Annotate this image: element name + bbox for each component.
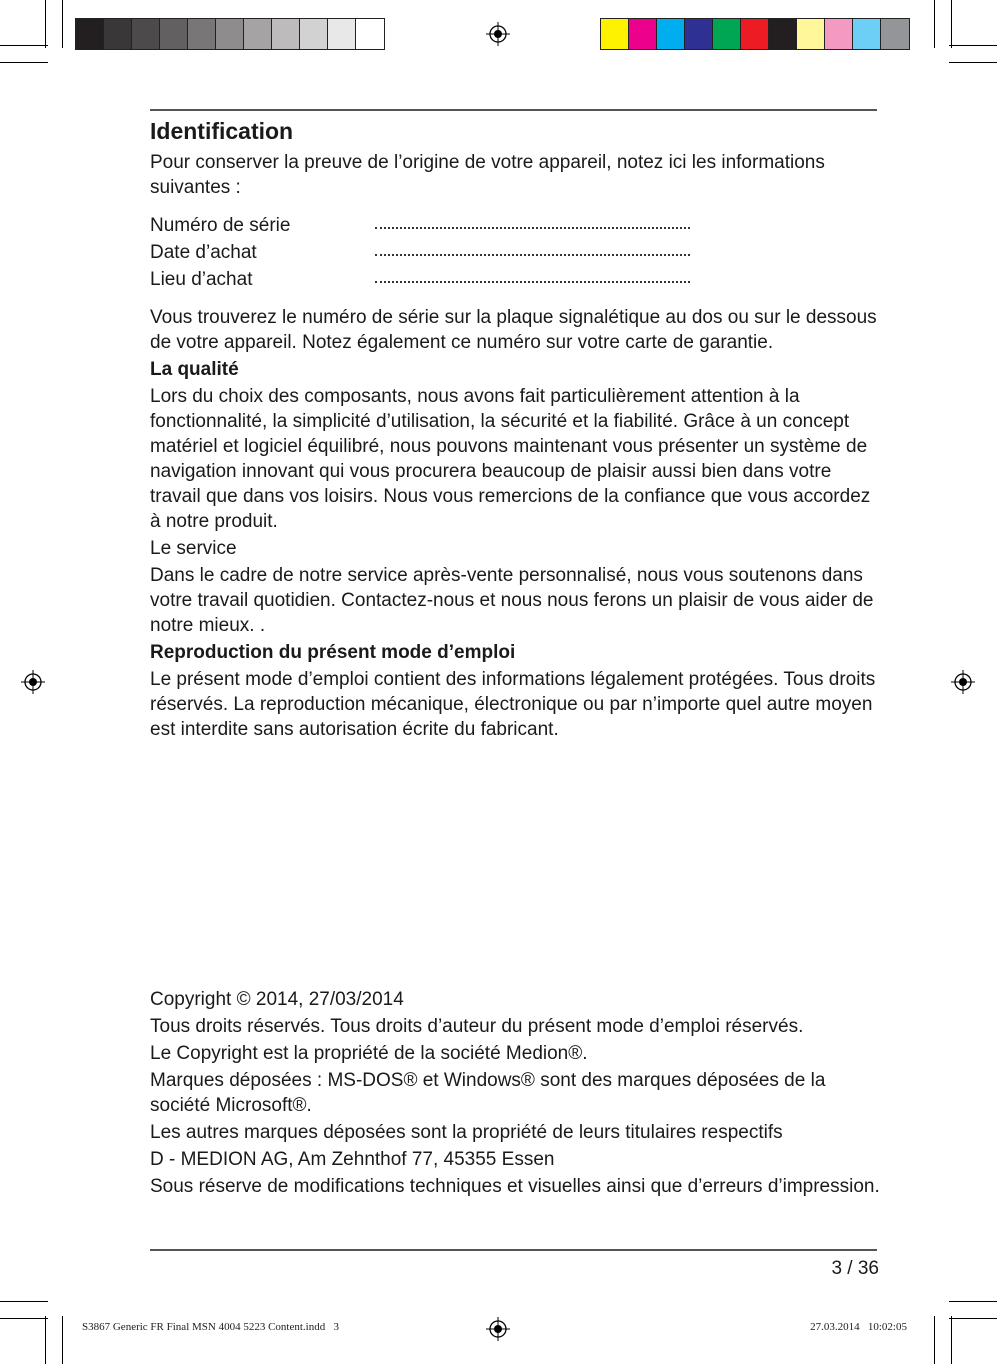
process-swatch (797, 19, 825, 49)
registration-mark-icon (486, 1317, 510, 1341)
process-swatch (825, 19, 853, 49)
process-swatch (657, 19, 685, 49)
form-row-serial (150, 212, 880, 239)
crop-mark (934, 0, 935, 48)
gray-swatch (216, 19, 244, 49)
page-number: 3 / 36 (831, 1258, 879, 1279)
gray-swatch (188, 19, 216, 49)
process-swatch (629, 19, 657, 49)
process-swatch (713, 19, 741, 49)
crop-mark (949, 62, 997, 63)
reproduction-paragraph: Le présent mode d’emploi contient des informations légalement protégées. Tous droits réservés. La reproduction mécanique, électronique ou par n’importe quel autre moyen est interdite sans autorisation écrite du fabricant. (150, 669, 876, 740)
gray-swatch (356, 19, 384, 49)
intro-paragraph: Pour conserver la preuve de l’origine de votre appareil, notez ici les informations suivantes : (150, 152, 825, 198)
serial-dotted-field[interactable] (375, 212, 690, 239)
trademarks-line: Marques déposées : MS-DOS® et Windows® sont des marques déposées de la société Microsoft®. (150, 1070, 826, 1116)
process-color-bar (600, 18, 910, 50)
slug-filename: S3867 Generic FR Final MSN 4004 5223 Content.indd 3 (82, 1321, 339, 1333)
crop-mark (62, 0, 63, 48)
gray-swatch (300, 19, 328, 49)
gray-color-bar (75, 18, 385, 50)
crop-mark (62, 1316, 63, 1364)
purchase-date-dotted-field[interactable] (375, 239, 690, 266)
rights-line: Tous droits réservés. Tous droits d’auteur du présent mode d’emploi réservés. (150, 1016, 804, 1037)
disclaimer-line: Sous réserve de modifications techniques et visuelles ainsi que d’erreurs d’impression. (150, 1176, 880, 1197)
registration-mark-icon (951, 670, 975, 694)
registration-mark-icon (21, 670, 45, 694)
slug-datetime: 27.03.2014 10:02:05 (810, 1321, 907, 1333)
crop-mark (949, 45, 997, 46)
process-swatch (853, 19, 881, 49)
copyright-owner-line: Le Copyright est la propriété de la société Medion®. (150, 1043, 588, 1064)
process-swatch (601, 19, 629, 49)
quality-heading: La qualité (150, 359, 239, 380)
registration-mark-icon (486, 22, 510, 46)
main-content (150, 116, 880, 742)
reproduction-heading: Reproduction du présent mode d’emploi (150, 642, 516, 663)
copyright-block (150, 987, 880, 1201)
bottom-rule (150, 1249, 877, 1251)
purchase-place-label: Lieu d’achat (150, 269, 253, 290)
gray-swatch (328, 19, 356, 49)
process-swatch (769, 19, 797, 49)
service-paragraph: Dans le cadre de notre service après-vente personnalisé, nous vous soutenons dans votre travail quotidien. Contactez-nous et nous nous ferons un plaisir de vous aider de notre mieux. . (150, 565, 874, 636)
gray-swatch (132, 19, 160, 49)
process-swatch (685, 19, 713, 49)
crop-mark (45, 1316, 46, 1364)
top-rule (150, 109, 877, 111)
gray-swatch (76, 19, 104, 49)
form-row-purchase-place (150, 266, 880, 293)
crop-mark (0, 62, 48, 63)
crop-mark (0, 1318, 48, 1319)
page-title: Identification (150, 118, 294, 144)
gray-swatch (272, 19, 300, 49)
copyright-line: Copyright © 2014, 27/03/2014 (150, 989, 404, 1010)
gray-swatch (104, 19, 132, 49)
purchase-place-dotted-field[interactable] (375, 266, 690, 293)
other-trademarks-line: Les autres marques déposées sont la propriété de leurs titulaires respectifs (150, 1122, 783, 1143)
purchase-date-label: Date d’achat (150, 242, 257, 263)
crop-mark (0, 1301, 48, 1302)
quality-paragraph: Lors du choix des composants, nous avons fait particulièrement attention à la fonctionnalité, la simplicité d’utilisation, la sécurité et la fiabilité. Grâce à un concept matériel et logiciel équilibré, nous pouvons maintenant vous présenter un système de navigation innovant qui vous procurera beaucoup de plaisir aussi bien dans votre travail que dans vos loisirs. Nous vous remercions de la confiance que vous accordez à notre produit. (150, 386, 871, 532)
serial-note-paragraph: Vous trouverez le numéro de série sur la plaque signalétique au dos ou sur le dessous de votre appareil. Notez également ce numéro sur votre carte de garantie. (150, 307, 877, 353)
crop-mark (949, 1301, 997, 1302)
identification-form (150, 212, 880, 293)
process-swatch (881, 19, 909, 49)
process-swatch (741, 19, 769, 49)
gray-swatch (160, 19, 188, 49)
service-heading: Le service (150, 538, 237, 559)
crop-mark (951, 0, 952, 48)
crop-mark (951, 1316, 952, 1364)
serial-label: Numéro de série (150, 215, 291, 236)
crop-mark (934, 1316, 935, 1364)
gray-swatch (244, 19, 272, 49)
crop-mark (45, 0, 46, 48)
crop-mark (949, 1318, 997, 1319)
crop-mark (0, 45, 48, 46)
form-row-purchase-date (150, 239, 880, 266)
company-address-line: D - MEDION AG, Am Zehnthof 77, 45355 Essen (150, 1149, 555, 1170)
